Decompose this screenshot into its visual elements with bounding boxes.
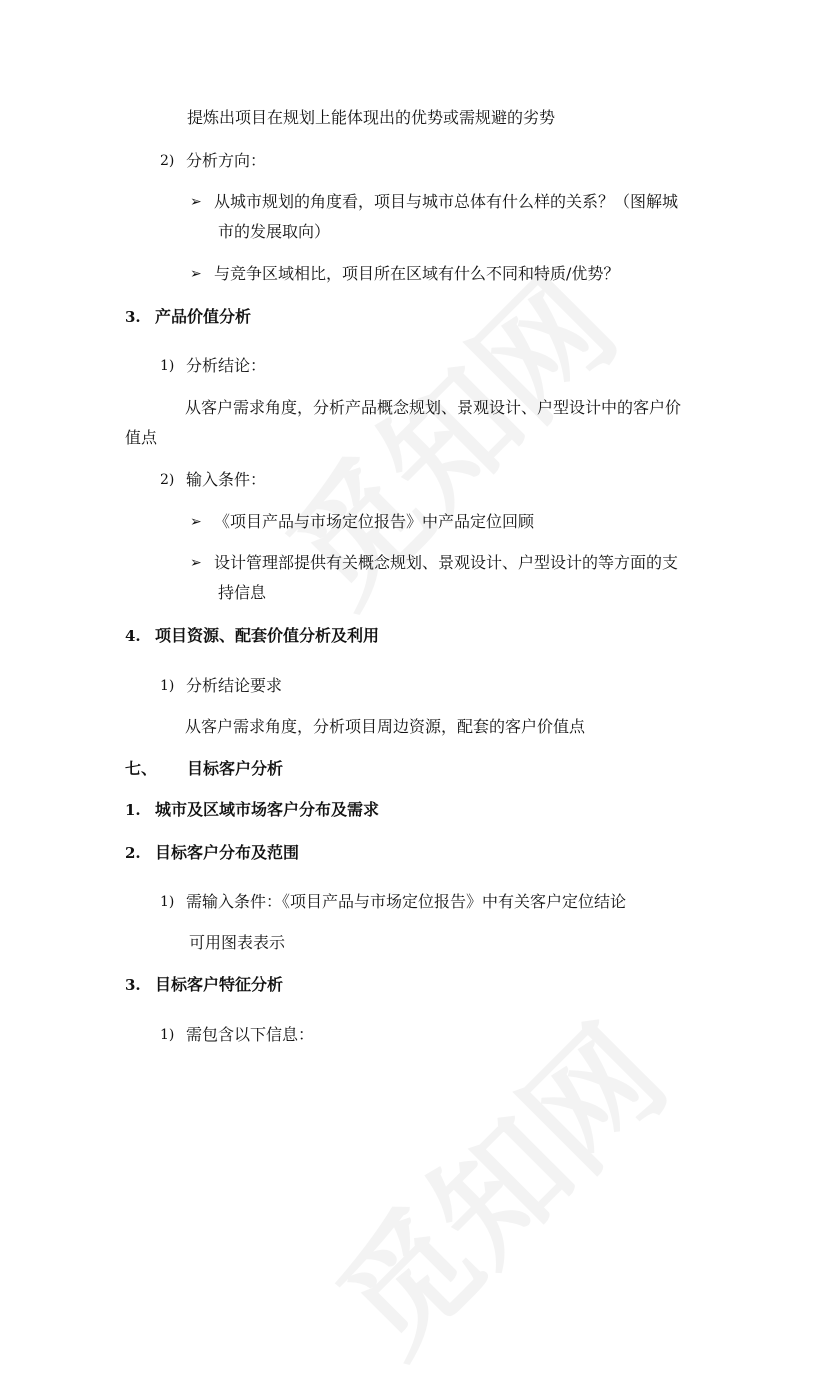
- bullet-text: 《项目产品与市场定位报告》中产品定位回顾: [214, 512, 535, 531]
- watermark: [291, 979, 699, 1387]
- section-heading: 产品价值分析: [155, 307, 252, 326]
- list-item-text: 需包含以下信息：: [186, 1025, 315, 1044]
- list-item-label: 分析结论：: [186, 356, 267, 375]
- paragraph-text: 从客户需求角度，分析项目周边资源，配套的客户价值点: [185, 717, 586, 736]
- bullet-text: 从城市规划的角度看，项目与城市总体有什么样的关系？（图解城: [214, 192, 679, 211]
- list-item-label: 分析方向：: [186, 151, 267, 170]
- paragraph-text: 可用图表表示: [189, 933, 286, 952]
- section-number: 1.: [125, 801, 141, 819]
- list-number: 1): [160, 894, 175, 910]
- list-number: 1): [160, 358, 175, 374]
- paragraph-text-continued: 值点: [125, 428, 158, 447]
- section-heading: 项目资源、配套价值分析及利用: [155, 626, 380, 645]
- section-heading: 城市及区域市场客户分布及需求: [155, 800, 380, 819]
- bullet-arrow-icon: ➢: [190, 555, 202, 571]
- list-number: 2): [160, 472, 175, 488]
- bullet-text-continued: 市的发展取向）: [218, 222, 331, 241]
- list-number: 1): [160, 1027, 175, 1043]
- bullet-arrow-icon: ➢: [190, 194, 202, 210]
- bullet-arrow-icon: ➢: [190, 266, 202, 282]
- bullet-text: 与竞争区域相比，项目所在区域有什么不同和特质/优势？: [214, 264, 620, 283]
- list-number: 1): [160, 678, 175, 694]
- paragraph-text: 从客户需求角度，分析产品概念规划、景观设计、户型设计中的客户价: [185, 398, 682, 417]
- section-heading: 目标客户特征分析: [155, 975, 284, 994]
- list-number: 2): [160, 153, 175, 169]
- chapter-number: 七、: [125, 759, 158, 778]
- list-item-label: 分析结论要求: [186, 676, 283, 695]
- section-number: 4.: [125, 627, 141, 645]
- watermark: [241, 229, 649, 637]
- list-item-label: 输入条件：: [186, 470, 267, 489]
- section-number: 2.: [125, 844, 141, 862]
- bullet-arrow-icon: ➢: [190, 514, 202, 530]
- bullet-text: 设计管理部提供有关概念规划、景观设计、户型设计的等方面的支: [214, 553, 679, 572]
- section-heading: 目标客户分布及范围: [155, 843, 300, 862]
- section-number: 3.: [125, 976, 141, 994]
- list-item-text: 需输入条件：《项目产品与市场定位报告》中有关客户定位结论: [186, 892, 627, 911]
- section-number: 3.: [125, 308, 141, 326]
- intro-text: 提炼出项目在规划上能体现出的优势或需规避的劣势: [187, 108, 556, 127]
- chapter-heading: 目标客户分析: [187, 759, 284, 778]
- bullet-text-continued: 持信息: [218, 583, 267, 602]
